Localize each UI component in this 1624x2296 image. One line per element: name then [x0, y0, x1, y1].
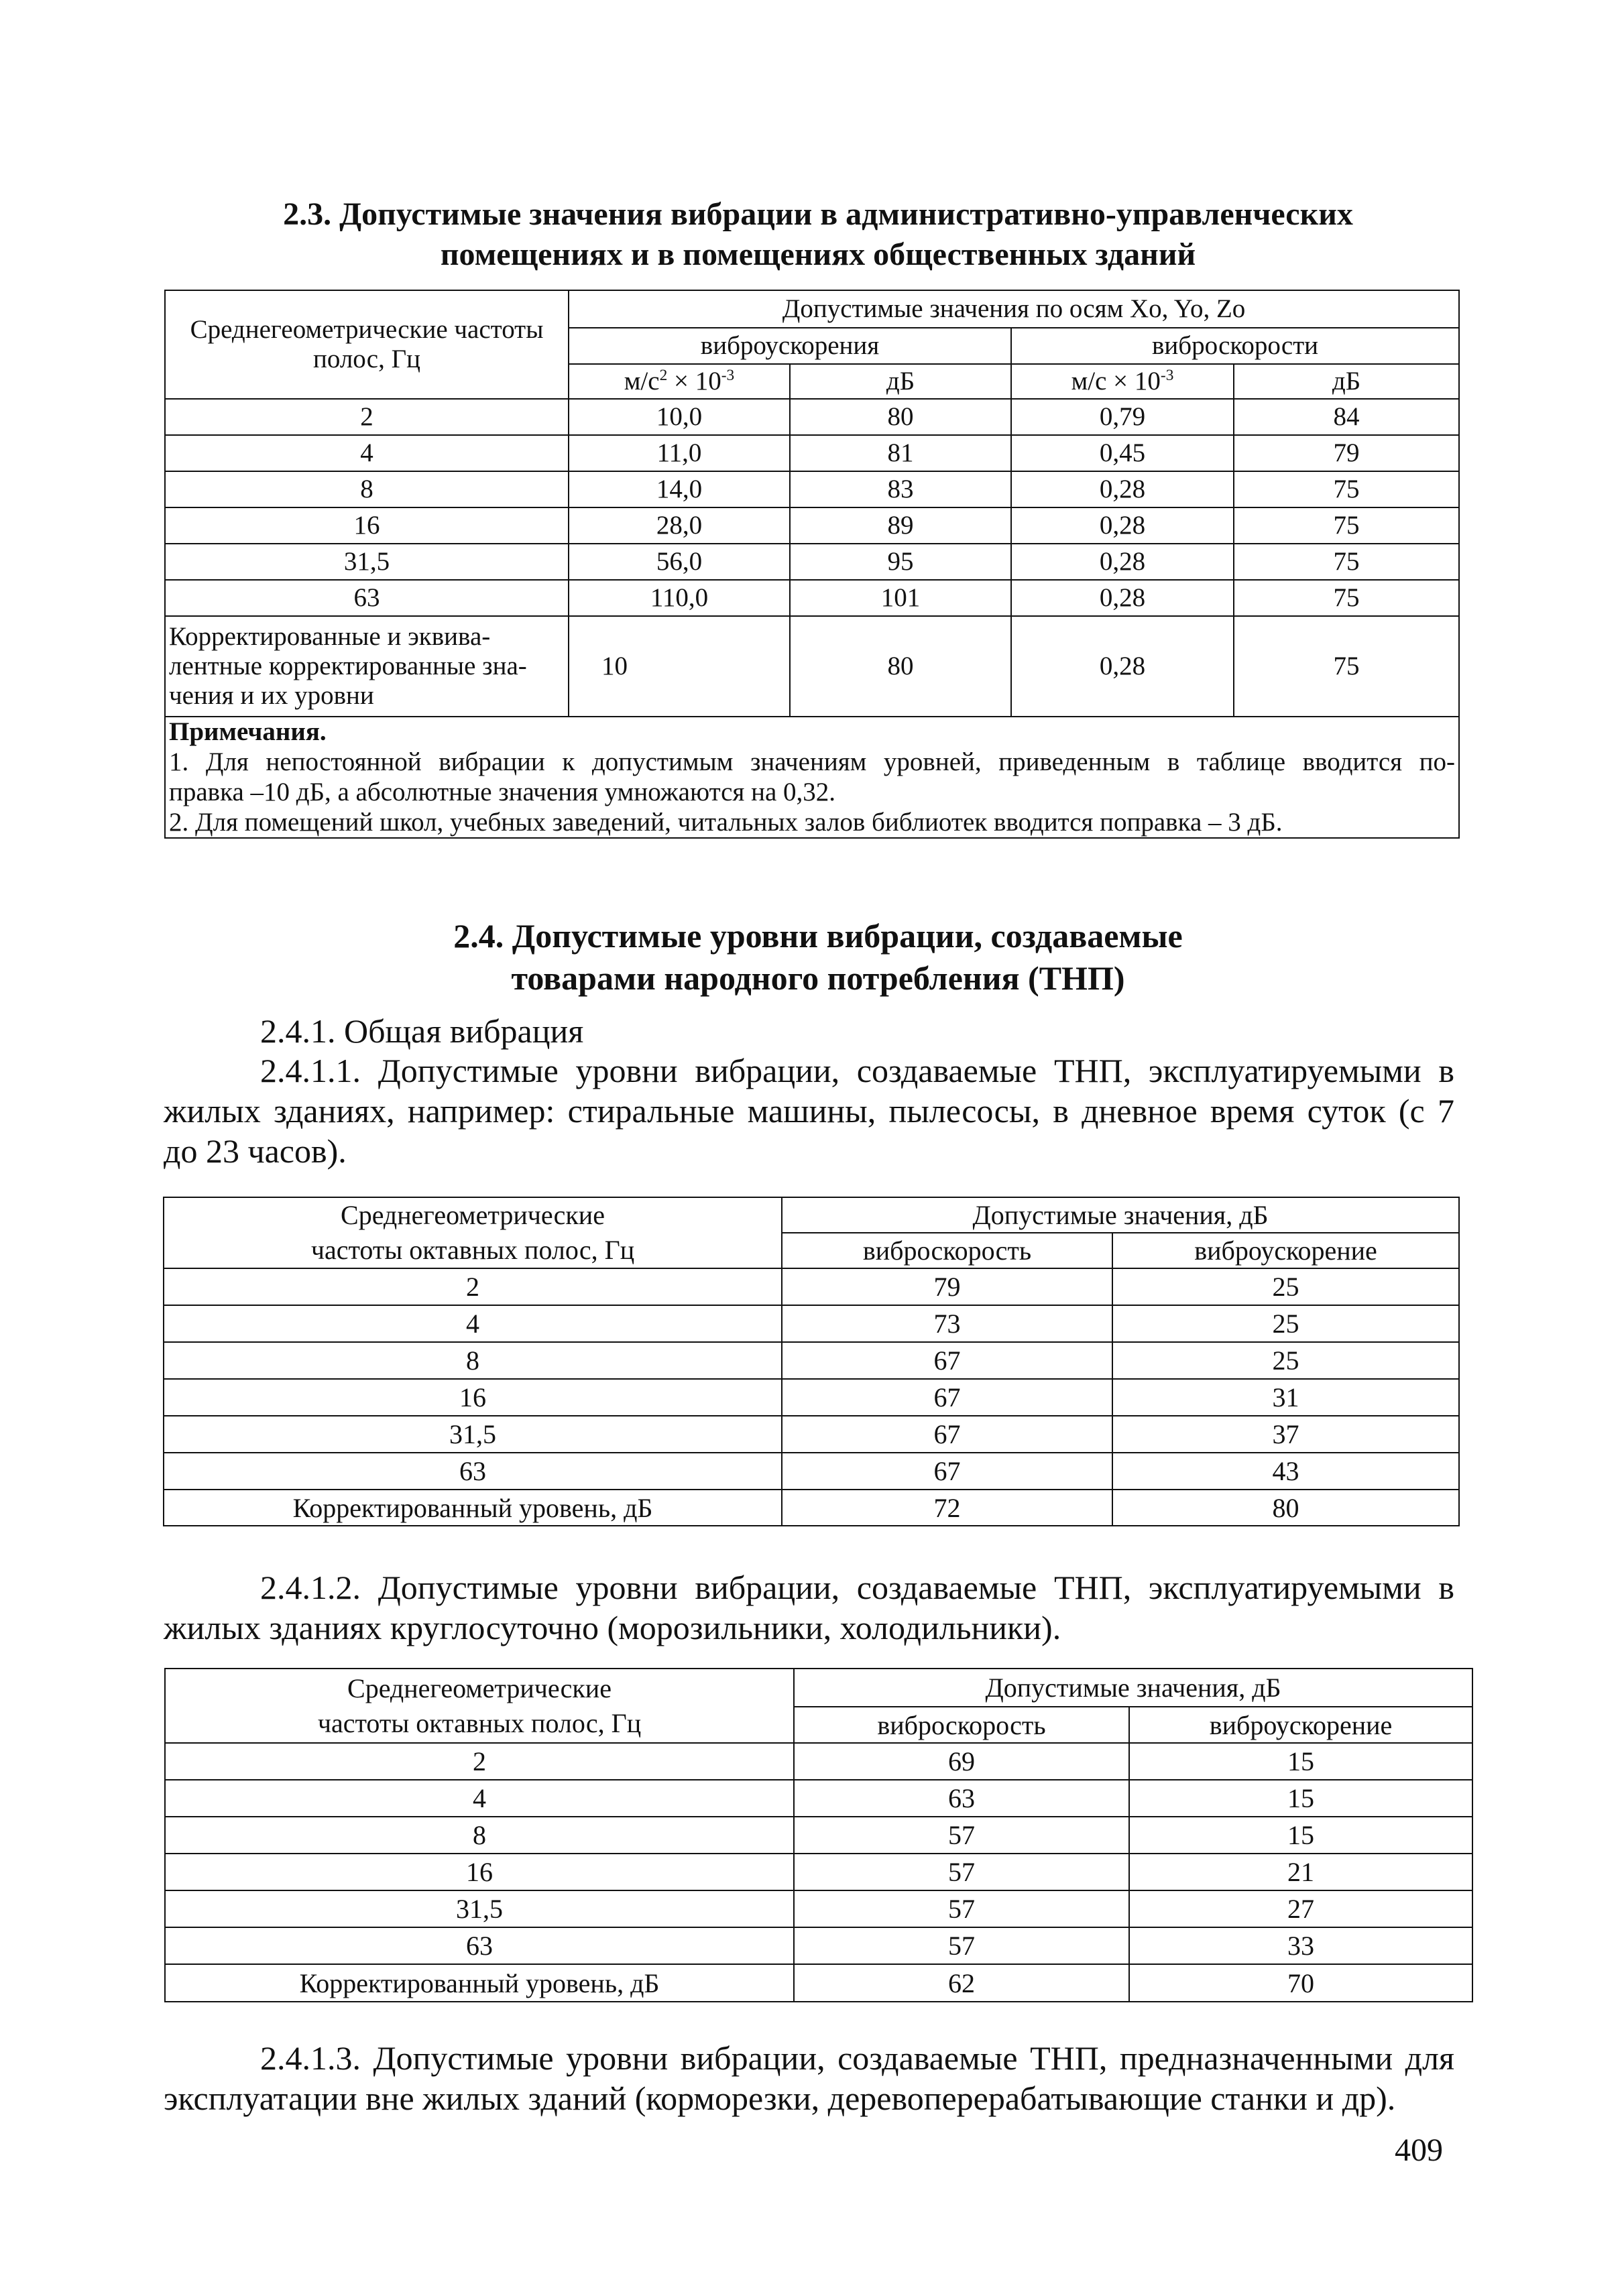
freq-cell: 63 [165, 580, 569, 616]
notes-title: Примечания. [169, 717, 327, 746]
velocity-db-cell: 75 [1234, 471, 1459, 507]
accel-cell: 21 [1129, 1854, 1472, 1890]
freq-cell: 31,5 [165, 1890, 794, 1927]
note-1-line-2: правка –10 дБ, а абсолютные значения умножаются на 0,32. [169, 777, 836, 806]
velocity-subheader: виброскорость [782, 1233, 1112, 1268]
freq-cell: 2 [165, 399, 569, 435]
table-row [164, 1453, 1459, 1490]
accel-cell: 25 [1112, 1268, 1459, 1305]
paragraph-line: жилых зданиях круглосуточно (морозильники, холодильники). [164, 1609, 1061, 1646]
section-2-4-heading [161, 915, 1475, 1000]
accel-cell: 25 [1112, 1305, 1459, 1342]
unit-db-header: дБ [790, 364, 1011, 399]
table-row [165, 1927, 1472, 1964]
accel-cell: 15 [1129, 1817, 1472, 1854]
freq-column-header [165, 1669, 794, 1743]
velocity-db-cell: 75 [1234, 544, 1459, 580]
unit-velocity-header: $м/с \times 10^{-3}$ [1011, 364, 1234, 399]
corrected-label: Корректированный уровень, дБ [165, 1964, 794, 2002]
velocity-cell: 67 [782, 1453, 1112, 1490]
paragraph-2-4-1: 2.4.1. Общая вибрация [260, 1012, 584, 1050]
unit-db-header-2: дБ [1234, 364, 1459, 399]
accel-cell: 70 [1129, 1964, 1472, 2002]
accel-db-cell: 89 [790, 507, 1011, 544]
paragraph-line: до 23 часов). [164, 1132, 347, 1170]
section-2-3-title-line2: помещениях и в помещениях общественных зданий [440, 237, 1196, 273]
velocity-cell: 0,28 [1011, 616, 1234, 717]
velocity-cell: 62 [794, 1964, 1129, 2002]
paragraph-2-4-1-3 [164, 2038, 1454, 2118]
accel-cell: 14,0 [569, 471, 790, 507]
table-row [165, 580, 1459, 616]
velocity-cell: 57 [794, 1854, 1129, 1890]
note-2: 2. Для помещений школ, учебных заведений, читальных залов библиотек вводится поправка – 3 дБ. [169, 807, 1283, 837]
velocity-cell: 57 [794, 1927, 1129, 1964]
corrected-label-line: Корректированные и эквива- [169, 622, 491, 652]
table-row [164, 1342, 1459, 1379]
paragraph-line: жилых зданиях, например: стиральные машины, пылесосы, в дневное время суток (с 7 [164, 1092, 1454, 1130]
vibration-roundclock-table [164, 1668, 1473, 2002]
freq-cell: 4 [165, 1780, 794, 1817]
values-group-header: Допустимые значения, дБ [782, 1197, 1459, 1233]
freq-cell: 4 [165, 435, 569, 471]
accel-cell: 28,0 [569, 507, 790, 544]
velocity-cell: 67 [782, 1379, 1112, 1416]
velocity-db-cell: 84 [1234, 399, 1459, 435]
freq-cell: 16 [165, 507, 569, 544]
table-row [165, 399, 1459, 435]
section-2-4-title-line2: товарами народного потребления (ТНП) [511, 959, 1125, 997]
freq-cell: 8 [164, 1342, 782, 1379]
freq-cell: 63 [164, 1453, 782, 1490]
velocity-cell: 73 [782, 1305, 1112, 1342]
table-row [165, 544, 1459, 580]
paragraph-line: 2.4.1.2. Допустимые уровни вибрации, создаваемые ТНП, эксплуатируемыми в [260, 1569, 1454, 1606]
accel-cell: 10 [569, 616, 790, 717]
velocity-db-cell: 79 [1234, 435, 1459, 471]
vibration-admin-table [164, 290, 1460, 839]
velocity-cell: 67 [782, 1416, 1112, 1453]
accel-cell: 56,0 [569, 544, 790, 580]
velocity-cell: 0,28 [1011, 471, 1234, 507]
vibration-daytime-table [163, 1197, 1460, 1526]
section-2-4-title-line1: 2.4. Допустимые уровни вибрации, создаваемые [453, 917, 1183, 955]
accel-db-cell: 80 [790, 616, 1011, 717]
freq-cell: 31,5 [164, 1416, 782, 1453]
velocity-cell: 0,79 [1011, 399, 1234, 435]
freq-cell: 4 [164, 1305, 782, 1342]
corrected-label: Корректированный уровень, дБ [164, 1490, 782, 1526]
accel-cell: 15 [1129, 1743, 1472, 1780]
velocity-cell: 57 [794, 1890, 1129, 1927]
freq-column-header [164, 1197, 782, 1268]
velocity-cell: 79 [782, 1268, 1112, 1305]
table-row [165, 1780, 1472, 1817]
velocity-cell: 69 [794, 1743, 1129, 1780]
velocity-cell: 0,28 [1011, 580, 1234, 616]
accel-db-cell: 80 [790, 399, 1011, 435]
accel-cell: 15 [1129, 1780, 1472, 1817]
velocity-cell: 67 [782, 1342, 1112, 1379]
unit-accel-header: $м/с^2 \times 10^{-3}$ [569, 364, 790, 399]
table-row [165, 1890, 1472, 1927]
notes-cell [165, 717, 1459, 838]
velocity-cell: 72 [782, 1490, 1112, 1526]
accel-cell: 11,0 [569, 435, 790, 471]
table-row [165, 1817, 1472, 1854]
table-row [165, 471, 1459, 507]
table-row [165, 507, 1459, 544]
axes-group-header: Допустимые значения по осям Xo, Yo, Zo [569, 290, 1459, 328]
accel-cell: 37 [1112, 1416, 1459, 1453]
table-row [165, 1854, 1472, 1890]
freq-cell: 8 [165, 471, 569, 507]
freq-cell: 63 [165, 1927, 794, 1964]
freq-cell: 2 [164, 1268, 782, 1305]
table-row [164, 1416, 1459, 1453]
corrected-label-line: лентные корректированные зна- [169, 652, 527, 681]
table-row [164, 1379, 1459, 1416]
corrected-row [164, 1490, 1459, 1526]
corrected-row [165, 616, 1459, 717]
paragraph-line: 2.4.1.1. Допустимые уровни вибрации, создаваемые ТНП, эксплуатируемыми в [260, 1052, 1454, 1089]
notes-row [165, 717, 1459, 838]
accel-db-cell: 81 [790, 435, 1011, 471]
corrected-label [165, 616, 569, 717]
values-group-header: Допустимые значения, дБ [794, 1669, 1472, 1707]
section-2-3-title-line1: 2.3. Допустимые значения вибрации в административно-управленческих [283, 196, 1353, 232]
freq-header-line: частоты октавных полос, Гц [317, 1707, 642, 1738]
accel-subheader: виброускорения [569, 328, 1011, 364]
freq-cell: 16 [164, 1379, 782, 1416]
corrected-row [165, 1964, 1472, 2002]
paragraph-line: 2.4.1.3. Допустимые уровни вибрации, создаваемые ТНП, предназначенными для [260, 2039, 1454, 2077]
paragraph-line: эксплуатации вне жилых зданий (корморезки, деревоперерабатывающие станки и др). [164, 2079, 1396, 2117]
paragraph-2-4-1-1 [164, 1050, 1454, 1171]
accel-cell: 43 [1112, 1453, 1459, 1490]
accel-cell: 80 [1112, 1490, 1459, 1526]
accel-cell: 25 [1112, 1342, 1459, 1379]
freq-header-line: Среднегеометрические [347, 1673, 612, 1703]
table-row [164, 1305, 1459, 1342]
freq-cell: 2 [165, 1743, 794, 1780]
table-row [165, 435, 1459, 471]
velocity-cell: 0,28 [1011, 507, 1234, 544]
accel-cell: 33 [1129, 1927, 1472, 1964]
accel-db-cell: 101 [790, 580, 1011, 616]
velocity-subheader: виброскорость [794, 1707, 1129, 1743]
section-2-3-heading [161, 194, 1475, 276]
table-row [165, 1743, 1472, 1780]
freq-cell: 31,5 [165, 544, 569, 580]
velocity-db-cell: 75 [1234, 580, 1459, 616]
velocity-cell: 0,45 [1011, 435, 1234, 471]
freq-cell: 16 [165, 1854, 794, 1890]
page-number: 409 [1395, 2132, 1443, 2168]
accel-subheader: виброускорение [1129, 1707, 1472, 1743]
freq-header-line: Среднегеометрические [341, 1200, 605, 1230]
velocity-cell: 0,28 [1011, 544, 1234, 580]
freq-column-header: Среднегеометрические частоты полос, Гц [165, 290, 569, 399]
accel-cell: 31 [1112, 1379, 1459, 1416]
velocity-db-cell: 75 [1234, 507, 1459, 544]
note-1-line-1: 1. Для непостоянной вибрации к допустимым значениям уровней, приведенным в таблице вводится по- [169, 747, 1456, 776]
freq-header-line: частоты октавных полос, Гц [310, 1235, 635, 1265]
accel-cell: 110,0 [569, 580, 790, 616]
paragraph-2-4-1-2 [164, 1567, 1454, 1648]
corrected-label-line: чения и их уровни [169, 680, 374, 710]
accel-cell: 10,0 [569, 399, 790, 435]
table-row [164, 1268, 1459, 1305]
velocity-cell: 63 [794, 1780, 1129, 1817]
freq-cell: 8 [165, 1817, 794, 1854]
accel-db-cell: 95 [790, 544, 1011, 580]
velocity-db-cell: 75 [1234, 616, 1459, 717]
velocity-cell: 57 [794, 1817, 1129, 1854]
velocity-subheader: виброскорости [1011, 328, 1459, 364]
accel-subheader: виброускорение [1112, 1233, 1459, 1268]
accel-db-cell: 83 [790, 471, 1011, 507]
accel-cell: 27 [1129, 1890, 1472, 1927]
